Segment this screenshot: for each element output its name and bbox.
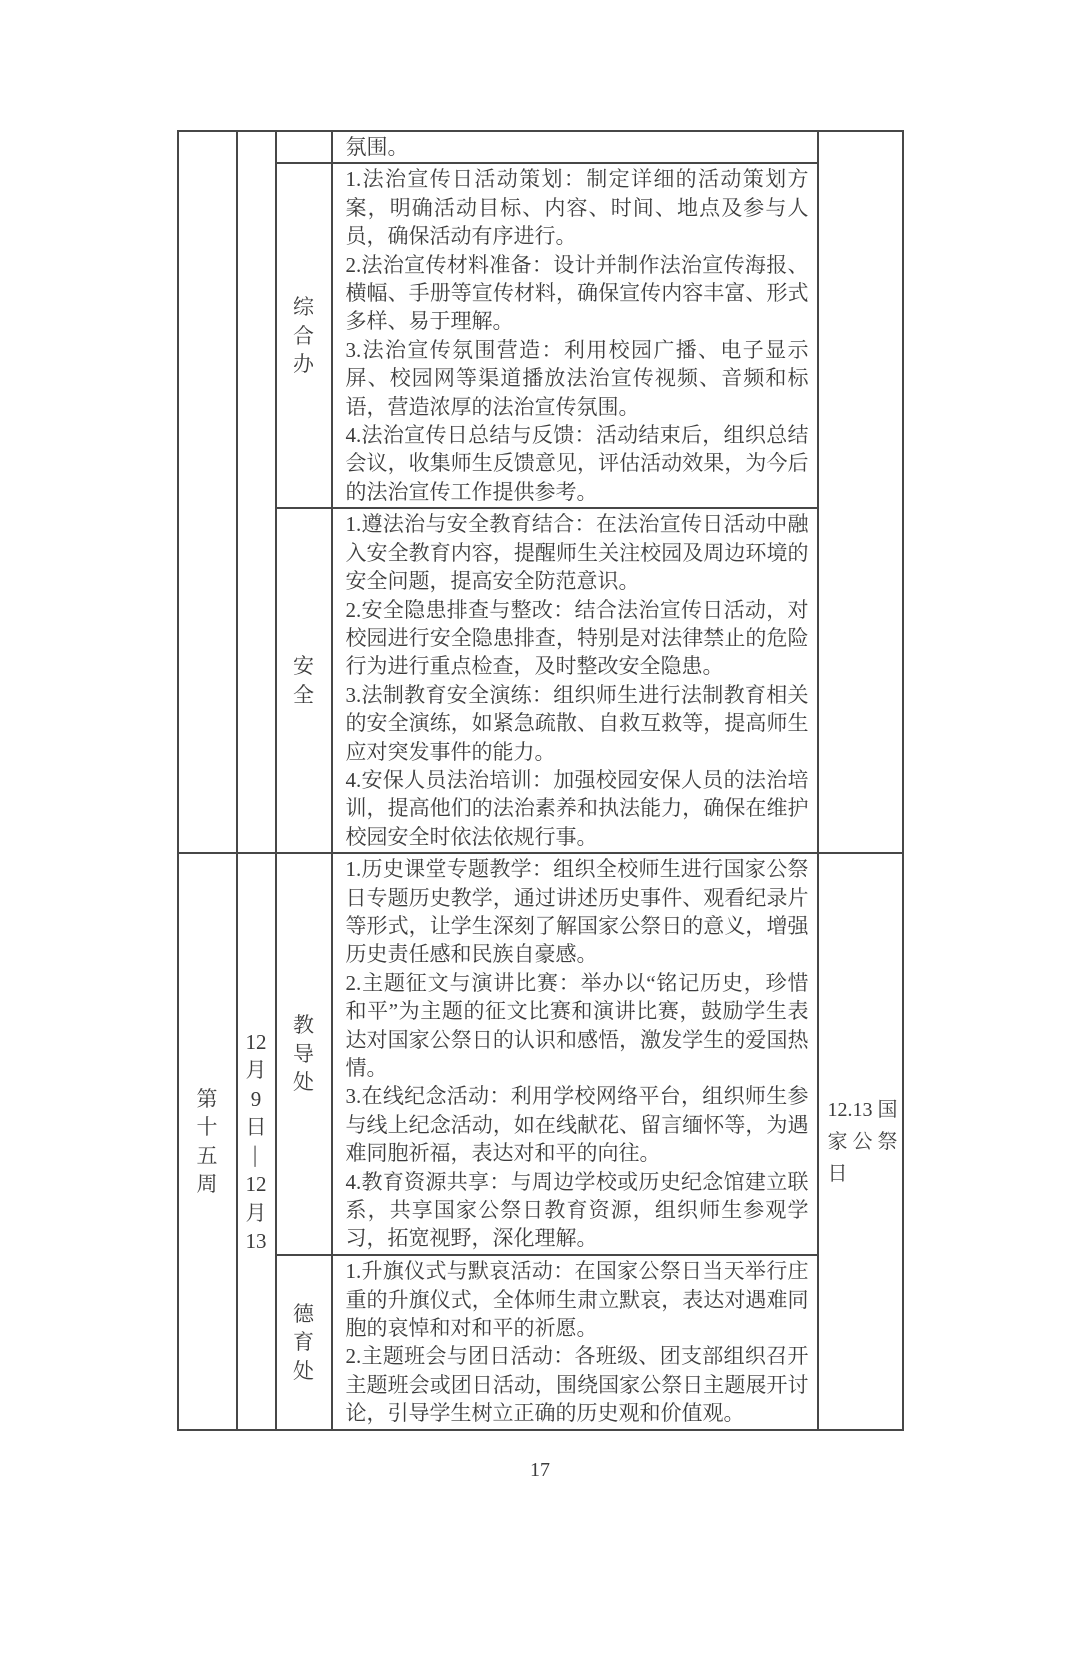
line: 3.法制教育安全演练：组织师生进行法制教育相关的安全演练，如紧急疏散、自救互救等，提高师生应对突发事件的能力。 xyxy=(345,682,809,764)
content-cell-safety xyxy=(332,508,818,853)
line: 2.法治宣传材料准备：设计并制作法治宣传海报、横幅、手册等宣传材料，确保宣传内容丰富、形式多样、易于理解。 xyxy=(345,252,809,334)
dept-cell-general-office xyxy=(276,163,332,508)
line: 3.在线纪念活动：利用学校网络平台，组织师生参与线上纪念活动，如在线献花、留言缅怀等，为遇难同胞祈福，表达对和平的向往。 xyxy=(345,1084,809,1166)
line: — xyxy=(244,1145,269,1167)
char: 合 xyxy=(293,323,314,348)
line: 月 xyxy=(245,1058,267,1082)
work-plan-table xyxy=(177,130,904,1431)
char: 处 xyxy=(293,1358,314,1383)
char: 安 xyxy=(293,654,314,679)
content-cell-general-office xyxy=(332,163,818,508)
week-cell-week15 xyxy=(178,853,237,1430)
dept-label xyxy=(277,293,331,379)
line: 1.遵法治与安全教育结合：在法治宣传日活动中融入安全教育内容，提醒师生关注校园及周边环境的安全问题，提高安全防范意识。 xyxy=(345,512,809,594)
char: 第 xyxy=(196,1086,218,1111)
char: 十 xyxy=(196,1115,218,1139)
line: 4.法治宣传日总结与反馈：活动结束后，组织总结会议，收集师生反馈意见，评估活动效果，为今后的法治宣传工作提供参考。 xyxy=(345,423,809,504)
line: 3.法治宣传氛围营造：利用校园广播、电子显示屏、校园网等渠道播放法治宣传视频、音频和标语，营造浓厚的法治宣传氛围。 xyxy=(345,337,809,419)
page-number: 17 xyxy=(530,1458,550,1481)
content-cell-carryover: 氛围。 xyxy=(332,131,818,163)
week-label xyxy=(179,1085,236,1199)
document-page xyxy=(0,130,1080,1657)
table-row-safety xyxy=(178,508,903,853)
line: 2.主题征文与演讲比赛：举办以“铭记历史，珍惜和平”为主题的征文比赛和演讲比赛，鼓励学生表达对国家公祭日的认识和感悟，激发学生的爱国热情。 xyxy=(345,970,809,1080)
char: 处 xyxy=(293,1070,314,1095)
dept-label xyxy=(277,1011,331,1097)
dept-cell-moral-education xyxy=(276,1255,332,1430)
dept-label xyxy=(277,652,331,709)
date-cell-previous xyxy=(237,131,276,853)
char: 全 xyxy=(293,682,314,707)
content-cell-moral-education xyxy=(332,1255,818,1430)
char: 育 xyxy=(293,1330,314,1355)
line: 2.安全隐患排查与整改：结合法治宣传日活动，对校园进行安全隐患排查，特别是对法律禁止的危险行为进行重点检查，及时整改安全隐患。 xyxy=(345,597,809,679)
line: 4.教育资源共享：与周边学校或历史纪念馆建立联系，共享国家公祭日教育资源，组织师生参观学习，拓宽视野，深化理解。 xyxy=(345,1169,809,1251)
dept-cell-academic-affairs xyxy=(276,853,332,1255)
content-cell-academic-affairs xyxy=(332,853,818,1255)
line: 4.安保人员法治培训：加强校园安保人员的法治培训，提高他们的法治素养和执法能力，确保在维护校园安全时依法依规行事。 xyxy=(345,767,809,849)
date-cell-week15 xyxy=(237,853,276,1430)
char: 办 xyxy=(293,352,314,377)
line: 1.升旗仪式与默哀活动：在国家公祭日当天举行庄重的升旗仪式，全体师生肃立默哀，表达对遇难同胞的哀悼和对和平的祈愿。 xyxy=(345,1259,809,1340)
table-row-moral-education xyxy=(178,1255,903,1430)
line: 12 xyxy=(245,1172,267,1196)
table-row-general-office xyxy=(178,163,903,508)
table-row-carryover xyxy=(178,131,903,163)
line: 1.历史课堂专题教学：组织全校师生进行国家公祭日专题历史教学，通过讲述历史事件、观看纪录片等形式，让学生深刻了解国家公祭日的意义，增强历史责任感和民族自豪感。 xyxy=(345,857,809,967)
line: 1.法治宣传日活动策划：制定详细的活动策划方案，明确活动目标、内容、时间、地点及参与人员，确保活动有序进行。 xyxy=(345,167,809,249)
line: 12 xyxy=(245,1029,267,1054)
remark-cell-previous xyxy=(818,131,903,853)
char: 德 xyxy=(293,1301,314,1326)
date-range xyxy=(238,1028,275,1256)
dept-cell-safety xyxy=(276,508,332,853)
line: 日 xyxy=(245,1115,267,1139)
line: 月 xyxy=(245,1200,267,1225)
char: 教 xyxy=(293,1013,314,1038)
char: 周 xyxy=(196,1172,218,1196)
line: 13 xyxy=(245,1229,267,1253)
week-cell-previous xyxy=(178,131,237,853)
dept-label xyxy=(277,1300,331,1386)
char: 综 xyxy=(293,295,314,320)
table-row-academic-affairs xyxy=(178,853,903,1255)
line: 2.主题班会与团日活动：各班级、团支部组织召开主题班会或团日活动，围绕国家公祭日主题展开讨论，引导学生树立正确的历史观和价值观。 xyxy=(345,1344,809,1426)
char: 五 xyxy=(196,1143,218,1168)
line: 9 xyxy=(250,1086,262,1111)
remark-cell-national-memorial-day: 12.13 国家公祭日 xyxy=(818,853,903,1430)
dept-cell-carryover xyxy=(276,131,332,163)
char: 导 xyxy=(293,1041,314,1066)
